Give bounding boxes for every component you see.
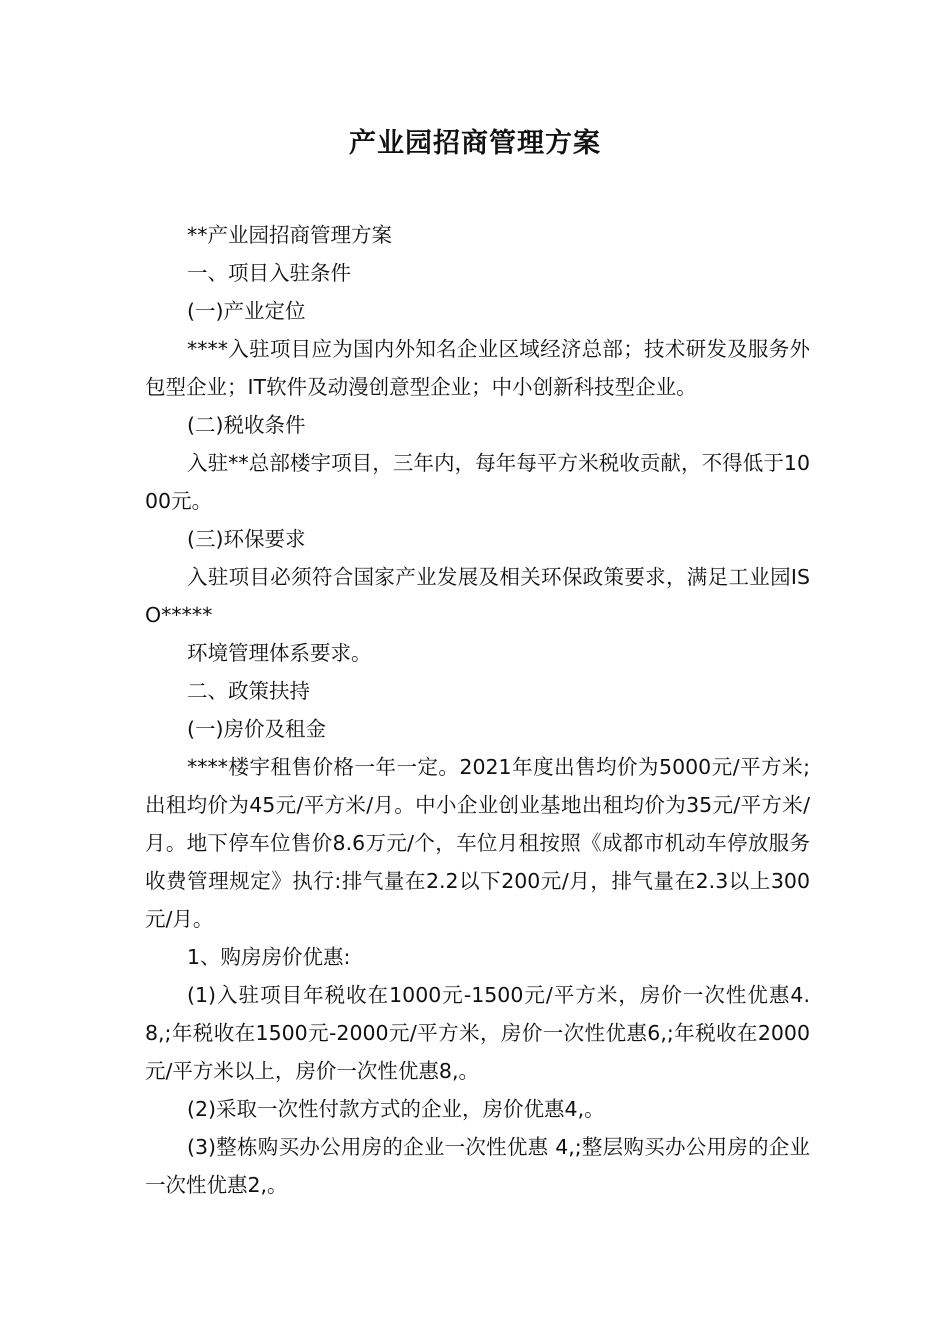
list-item: (2)采取一次性付款方式的企业，房价优惠4,。 bbox=[187, 1097, 605, 1121]
paragraph: 入驻项目必须符合国家产业发展及相关环保政策要求，满足工业园ISO***** bbox=[145, 565, 810, 627]
list-item: (1)入驻项目年税收在1000元-1500元/平方米，房价一次性优惠4.8,;年税收在1500元-2000元/平方米，房价一次性优惠6,;年税收在2000元/平方米以上，房价一次性优惠8,。 bbox=[145, 983, 810, 1083]
paragraph: 入驻**总部楼宇项目，三年内，每年每平方米税收贡献，不得低于1000元。 bbox=[145, 451, 810, 513]
subsection-heading: (一)房价及租金 bbox=[187, 717, 326, 741]
subsection-heading: (一)产业定位 bbox=[187, 299, 306, 323]
document-title: 产业园招商管理方案 bbox=[349, 128, 601, 159]
document-body bbox=[145, 216, 810, 1204]
paragraph: ****楼宇租售价格一年一定。2021年度出售均价为5000元/平方米;出租均价为45元/平方米/月。中小企业创业基地出租均价为35元/平方米/月。地下停车位售价8.6万元/个，车位月租按照《成都市机动车停放服务收费管理规定》执行:排气量在2.2以下200元/月，排气量在2.3以上300元/月。 bbox=[145, 755, 810, 931]
paragraph-heading: **产业园招商管理方案 bbox=[187, 223, 392, 247]
list-heading: 1、购房房价优惠: bbox=[187, 945, 351, 969]
list-item: (3)整栋购买办公用房的企业一次性优惠 4,;整层购买办公用房的企业一次性优惠2,。 bbox=[145, 1135, 810, 1197]
paragraph: 环境管理体系要求。 bbox=[187, 641, 372, 665]
subsection-heading: (三)环保要求 bbox=[187, 527, 306, 551]
paragraph: ****入驻项目应为国内外知名企业区域经济总部；技术研发及服务外包型企业；IT软件及动漫创意型企业；中小创新科技型企业。 bbox=[145, 337, 810, 399]
section-heading-1: 一、项目入驻条件 bbox=[187, 261, 351, 285]
subsection-heading: (二)税收条件 bbox=[187, 413, 306, 437]
section-heading-2: 二、政策扶持 bbox=[187, 679, 310, 703]
